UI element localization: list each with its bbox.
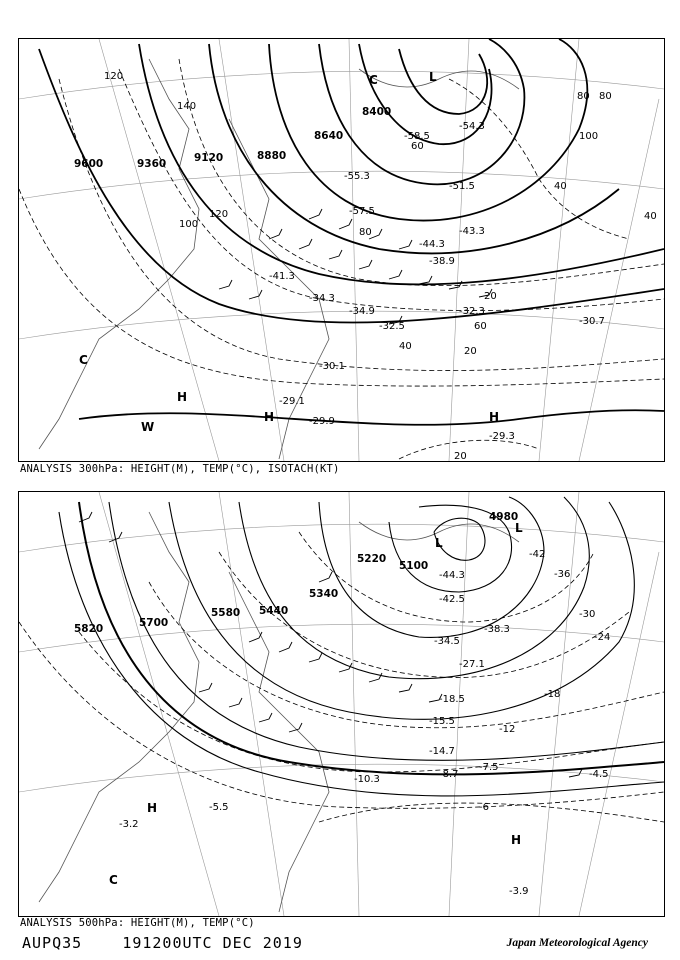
temperature-label: -54.3 bbox=[459, 121, 485, 132]
temperature-label: -7.5 bbox=[479, 762, 499, 773]
pressure-system-label: W bbox=[141, 420, 155, 434]
temperature-contour-label: -12 bbox=[499, 724, 516, 735]
pressure-system-label: L bbox=[515, 521, 523, 535]
chart-labels-500 bbox=[74, 511, 610, 897]
chart-datetime: 191200UTC DEC 2019 bbox=[122, 934, 303, 952]
temperature-label: -34.9 bbox=[349, 306, 375, 317]
height-label: 5100 bbox=[399, 560, 429, 572]
pressure-system-label: C bbox=[369, 73, 378, 87]
temperature-label: -29.1 bbox=[279, 396, 305, 407]
isotach-label: 40 bbox=[554, 181, 567, 192]
height-label: 9120 bbox=[194, 152, 224, 164]
temperature-label: -15.5 bbox=[429, 716, 455, 727]
pressure-system-label: H bbox=[264, 410, 275, 424]
temperature-contour-label: -42 bbox=[529, 549, 546, 560]
map-300hpa bbox=[19, 39, 664, 461]
temperature-label: -3.2 bbox=[119, 819, 139, 830]
temperature-label: -44.3 bbox=[419, 239, 445, 250]
isotach-label: 120 bbox=[209, 209, 229, 220]
isotach-label: 20 bbox=[484, 291, 497, 302]
pressure-system-label: L bbox=[429, 70, 437, 84]
temperature-label: -4.5 bbox=[589, 769, 609, 780]
isotach-label: 80 bbox=[577, 91, 590, 102]
temperature-contour-label: -18 bbox=[544, 689, 561, 700]
height-label: 8640 bbox=[314, 130, 344, 142]
caption-500hpa: ANALYSIS 500hPa: HEIGHT(M), TEMP(°C) bbox=[20, 917, 255, 929]
isotach-label: 100 bbox=[179, 219, 199, 230]
caption-300hpa: ANALYSIS 300hPa: HEIGHT(M), TEMP(°C), ISOTACH(KT) bbox=[20, 463, 340, 475]
height-label: 5580 bbox=[211, 607, 241, 619]
upper-air-chart-300hpa bbox=[18, 38, 665, 462]
graticule bbox=[19, 492, 664, 916]
temperature-label: -30.7 bbox=[579, 316, 605, 327]
temperature-label: -32.5 bbox=[379, 321, 405, 332]
pressure-system-label: H bbox=[511, 833, 522, 847]
temperature-label: -18.5 bbox=[439, 694, 465, 705]
temperature-label: -27.1 bbox=[459, 659, 485, 670]
temperature-label: -38.3 bbox=[484, 624, 510, 635]
height-label: 8400 bbox=[362, 106, 392, 118]
temperature-label: -58.5 bbox=[404, 131, 430, 142]
temperature-contour-label: -24 bbox=[594, 632, 611, 643]
temperature-label: -55.3 bbox=[344, 171, 370, 182]
temperature-label: -38.9 bbox=[429, 256, 455, 267]
temperature-label: -30.1 bbox=[319, 361, 345, 372]
temperature-label: -3.9 bbox=[509, 886, 529, 897]
pressure-system-label: H bbox=[147, 801, 158, 815]
height-label: 4980 bbox=[489, 511, 519, 523]
isotach-label: 60 bbox=[474, 321, 487, 332]
temperature-label: -57.5 bbox=[349, 206, 375, 217]
pressure-system-label: C bbox=[79, 353, 88, 367]
isotach-label: 20 bbox=[454, 451, 467, 461]
height-label: 9360 bbox=[137, 158, 167, 170]
temperature-label: -44.3 bbox=[439, 570, 465, 581]
pressure-system-label: H bbox=[489, 410, 500, 424]
isotach-label: 40 bbox=[644, 211, 657, 222]
isotach-label: 20 bbox=[464, 346, 477, 357]
temperature-label: -29.3 bbox=[489, 431, 515, 442]
bold-height-contour bbox=[79, 502, 664, 774]
temperature-label: -42.5 bbox=[439, 594, 465, 605]
temperature-contour-label: -6 bbox=[479, 802, 489, 813]
temperature-label: -51.5 bbox=[449, 181, 475, 192]
isotach-label: 100 bbox=[579, 131, 599, 142]
isotach-label: 120 bbox=[104, 71, 124, 82]
upper-air-chart-500hpa bbox=[18, 491, 665, 917]
temperature-label: -32.3 bbox=[459, 306, 485, 317]
temperature-contour-label: -36 bbox=[554, 569, 571, 580]
temperature-label: -10.3 bbox=[354, 774, 380, 785]
temperature-label: -43.3 bbox=[459, 226, 485, 237]
height-label: 8880 bbox=[257, 150, 287, 162]
temperature-label: -41.3 bbox=[269, 271, 295, 282]
agency-name: Japan Meteorological Agency bbox=[506, 937, 648, 949]
isotach-label: 60 bbox=[411, 141, 424, 152]
height-label: 9600 bbox=[74, 158, 104, 170]
height-label: 5340 bbox=[309, 588, 339, 600]
isotach-label: 80 bbox=[359, 227, 372, 238]
isotach-label: 40 bbox=[399, 341, 412, 352]
isotach-label: 140 bbox=[177, 101, 197, 112]
temperature-label: -29.9 bbox=[309, 416, 335, 427]
temperature-contour-label: -30 bbox=[579, 609, 596, 620]
temperature-label: -8.7 bbox=[439, 769, 459, 780]
temperature-label: -34.5 bbox=[434, 636, 460, 647]
pressure-system-label: C bbox=[109, 873, 118, 887]
temperature-contours bbox=[19, 59, 664, 459]
isotach-label: 80 bbox=[599, 91, 612, 102]
temperature-label: -14.7 bbox=[429, 746, 455, 757]
pressure-system-label: L bbox=[435, 536, 443, 550]
chart-header bbox=[22, 934, 303, 952]
height-label: 5700 bbox=[139, 617, 169, 629]
height-label: 5220 bbox=[357, 553, 387, 565]
chart-code: AUPQ35 bbox=[22, 934, 83, 952]
height-label: 5440 bbox=[259, 605, 289, 617]
height-label: 5820 bbox=[74, 623, 104, 635]
pressure-system-label: H bbox=[177, 390, 188, 404]
temperature-label: -34.3 bbox=[309, 293, 335, 304]
temperature-label: -5.5 bbox=[209, 802, 229, 813]
map-500hpa bbox=[19, 492, 664, 916]
